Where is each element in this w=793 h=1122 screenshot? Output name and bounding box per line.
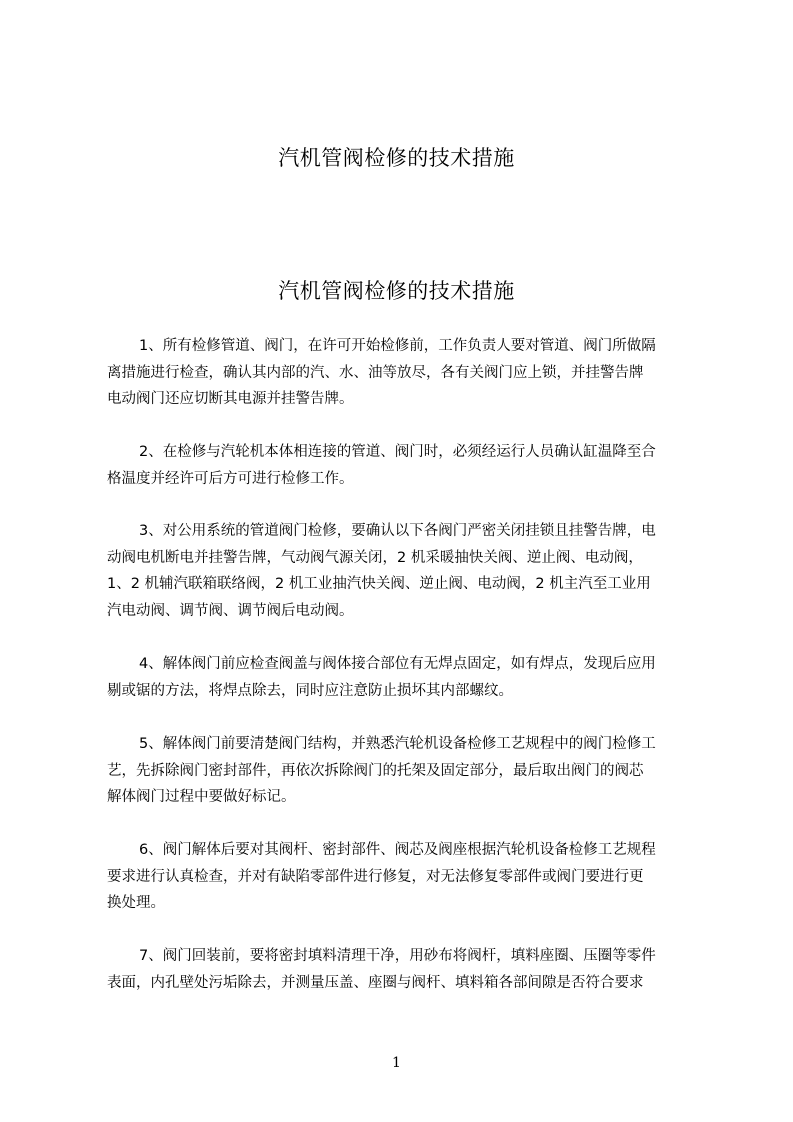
paragraph-line: 1、2 机辅汽联箱联络阀，2 机工业抽汽快关阀、逆止阀、电动阀，2 机主汽至工业用 — [107, 576, 651, 592]
paragraph-line: 要求进行认真检查，并对有缺陷零部件进行修复，对无法修复零部件或阀门要进行更 — [107, 868, 644, 885]
paragraph-line: 动阀电机断电并挂警告牌，气动阀气源关闭，2 机采暖抽快关阀、逆止阀、电动阀， — [107, 549, 643, 566]
paragraph-line: 格温度并经许可后方可进行检修工作。 — [107, 470, 354, 487]
paragraph-line: 2、在检修与汽轮机本体相连接的管道、阀门时，必须经运行人员确认缸温降至合 — [139, 444, 656, 460]
paragraph-line: 7、阀门回装前，要将密封填料清理干净，用砂布将阀杆，填料座圈、压圈等零件 — [139, 948, 656, 964]
paragraph-6 — [107, 837, 712, 917]
paragraph-line: 解体阀门过程中要做好标记。 — [107, 789, 296, 805]
paragraph-3 — [107, 518, 712, 624]
paragraph-line: 4、解体阀门前应检查阀盖与阀体接合部位有无焊点固定，如有焊点，发现后应用 — [139, 656, 656, 672]
document-main-title: 汽机管阀检修的技术措施 — [278, 279, 515, 303]
paragraph-line: 艺，先拆除阀门密封部件，再依次拆除阀门的托架及固定部分，最后取出阀门的阀芯 — [107, 762, 644, 779]
paragraph-7 — [107, 943, 712, 996]
paragraph-line: 3、对公用系统的管道阀门检修，要确认以下各阀门严密关闭挂锁且挂警告牌，电 — [139, 523, 656, 539]
paragraph-2 — [107, 439, 712, 492]
paragraph-line: 1、所有检修管道、阀门，在许可开始检修前，工作负责人要对管道、阀门所做隔 — [139, 338, 656, 354]
paragraph-line: 6、阀门解体后要对其阀杆、密封部件、阀芯及阀座根据汽轮机设备检修工艺规程 — [139, 842, 656, 858]
paragraph-line: 换处理。 — [107, 895, 165, 911]
paragraph-line: 表面，内孔壁处污垢除去，并测量压盖、座圈与阀杆、填料箱各部间隙是否符合要求 — [107, 974, 644, 991]
paragraph-line: 剔或锯的方法，将焊点除去，同时应注意防止损坏其内部螺纹。 — [107, 682, 513, 699]
paragraph-line: 电动阀门还应切断其电源并挂警告牌。 — [107, 391, 354, 407]
paragraph-4 — [107, 651, 712, 704]
page-number: 1 — [392, 1055, 401, 1071]
document-header-title: 汽机管阀检修的技术措施 — [278, 146, 515, 170]
paragraph-1 — [107, 333, 712, 413]
paragraph-line: 离措施进行检查，确认其内部的汽、水、油等放尽，各有关阀门应上锁，并挂警告牌 — [107, 364, 644, 381]
paragraph-line: 汽电动阀、调节阀、调节阀后电动阀。 — [107, 602, 354, 619]
paragraph-5 — [107, 731, 712, 811]
paragraph-line: 5、解体阀门前要清楚阀门结构，并熟悉汽轮机设备检修工艺规程中的阀门检修工 — [139, 736, 656, 752]
